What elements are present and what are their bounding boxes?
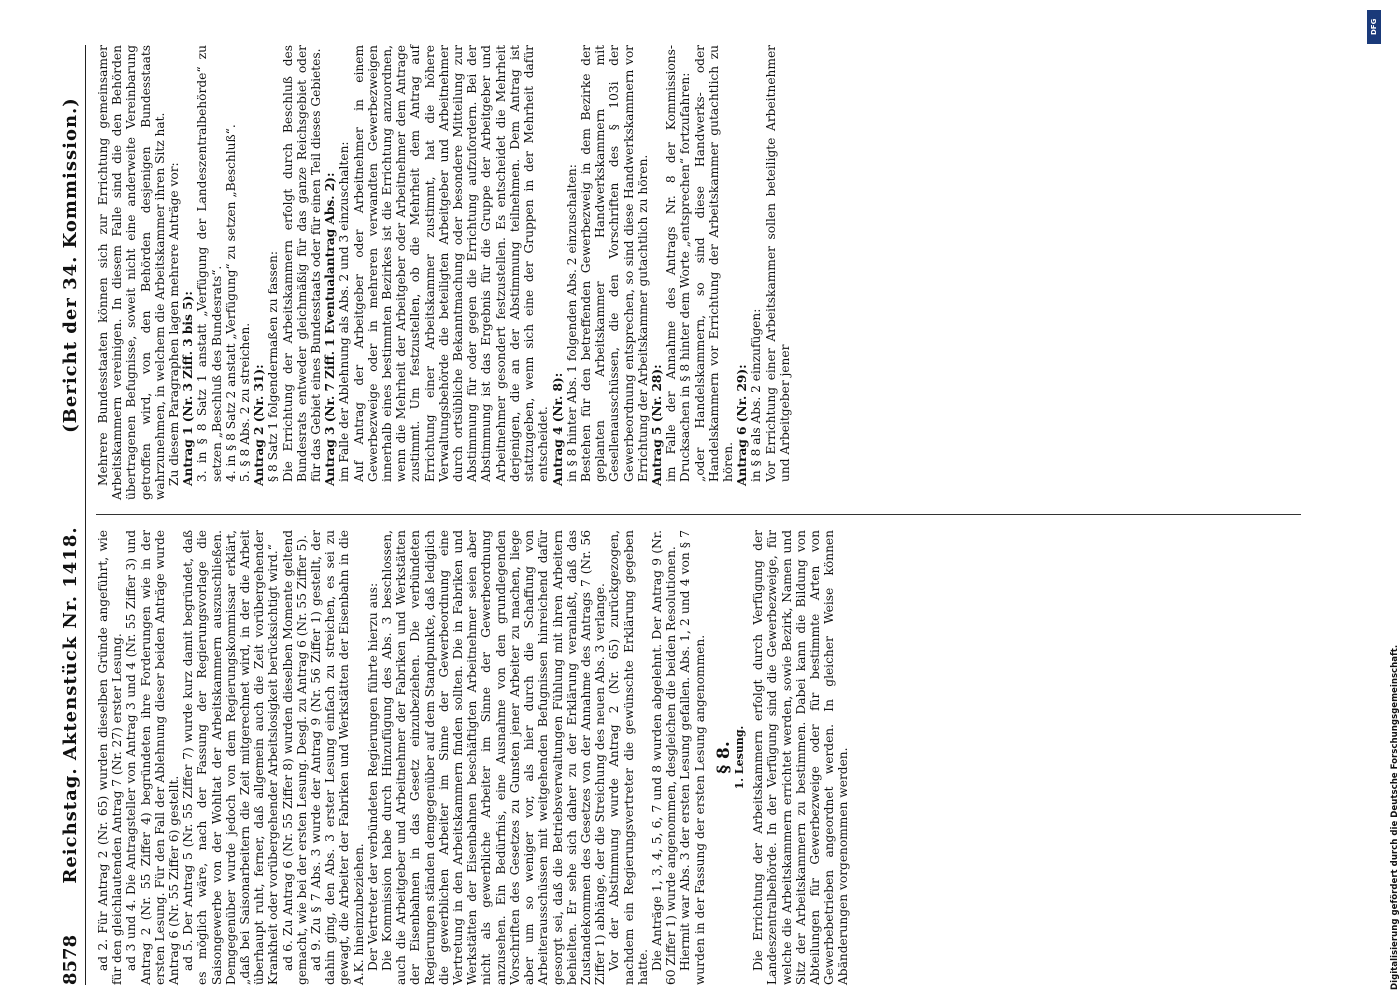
- motion-text: in § 8 als Abs. 2 einzufügen:: [749, 308, 764, 482]
- motion-item: 3. in § 8 Satz 1 anstatt „Verfügung der Landeszentralbehörde“ zu setzen „Beschluß des Bundesrats“.: [195, 45, 224, 482]
- page-number: 8578: [60, 934, 81, 985]
- motion-text: in § 8 hinter Abs. 1 folgenden Abs. 2 einzuschalten:: [564, 164, 579, 482]
- paragraph: Hiermit war Abs. 3 der ersten Lesung gefallen. Abs. 1, 2 und 4 von § 7 wurden in der Fassung der ersten Lesung angenommen.: [678, 530, 707, 985]
- motion-text: § 8 Satz 1 folgendermaßen zu fassen:: [266, 251, 281, 482]
- motion-quote: Auf Antrag der Arbeitgeber oder Arbeitnehmer in einem Gewerbezweige oder in mehreren verwandten Gewerbezweigen innerhalb eines bestimmten Bezirkes ist die Errichtung anzuordnen, wenn die Mehrheit der Arbeitgeber oder Arbeitnehmer dem Antrage zustimmt. Um festzustellen, ob die Mehrheit dem Antrag auf Errichtung einer Arbeitskammer zustimmt, hat die höhere Verwaltungsbehörde die beteiligten Arbeitgeber und Arbeitnehmer durch ortsübliche Bekanntmachung oder besondere Mitteilung zur Abstimmung für oder gegen die Errichtung aufzufordern. Bei der Abstimmung ist das Ergebnis für die Gruppe der Arbeitgeber und Arbeitnehmer gesondert festzustellen. Es entscheidet die Mehrheit derjenigen, die an der Abstimmung teilnehmen. Dem Antrag ist stattzugeben, wenn sich eine der Gruppen in der Mehrheit dafür entscheidet.: [351, 45, 551, 482]
- rotated-content: [52, 45, 1317, 985]
- motion-item: 4. in § 8 Satz 2 anstatt „Verfügung“ zu setzen „Beschluß“.: [223, 124, 238, 482]
- column-divider: [96, 514, 1301, 515]
- motion-heading: Antrag 4 (Nr. 8):: [550, 372, 565, 486]
- paragraph: Die Kommission habe durch Hinzufügung des Abs. 3 beschlossen, auch die Arbeitgeber und Arbeitnehmer der Fabriken und Werkstätten der Eisenbahnen in das Gesetz einzubeziehen. Die verbündeten Regierungen ständen demgegenüber auf dem Standpunkte, daß lediglich die gewerblichen Arbeiter im Sinne der Gewerbeordnung eine Vertretung in den Arbeitskammern finden sollten. Die in Fabriken und Werkstätten der Eisenbahnen beschäftigten Arbeitnehmer seien aber nicht als gewerbliche Arbeiter im Sinne der Gewerbeordnung anzusehen. Ein Bedürfnis, eine Ausnahme von den grundlegenden Vorschriften des Gesetzes zu Gunsten jener Arbeiter zu machen, liege aber um so weniger vor, als hier durch die Schaffung von Arbeiterausschüssen mit weitgehenden Befugnissen hinreichend dafür gesorgt sei, daß die Betriebsverwaltungen Fühlung mit ihren Arbeitern behielten. Er sehe sich daher zu der Erklärung veranlaßt, daß das Zustandekommen des Gesetzes von der Annahme des Antrags 7 (Nr. 56 Ziffer 1) abhänge, der die Streichung des neuen Abs. 3 verlange.: [380, 530, 608, 985]
- motion-heading: Antrag 5 (Nr. 28):: [649, 364, 664, 486]
- paragraph: ad 3 und 4. Die Antragsteller von Antrag 3 und 4 (Nr. 55 Ziffer 3) und Antrag 2 (Nr. 55 Ziffer 4) begründeten ihre Forderungen wie in der ersten Lesung. Für den Fall der Ablehnung dieser beiden Anträge wurde Antrag 6 (Nr. 55 Ziffer 6) gestellt.: [124, 530, 182, 985]
- paragraph: ad 6. Zu Antrag 6 (Nr. 55 Ziffer 8) wurden dieselben Momente geltend gemacht, wie bei der ersten Lesung. Desgl. zu Antrag 6 (Nr. 55 Ziffer 5).: [280, 530, 309, 985]
- paragraph: Der Vertreter der verbündeten Regierungen führte hierzu aus:: [365, 582, 380, 971]
- section-heading: § 8.: [713, 741, 734, 774]
- motion-quote: „oder Handelskammern, so sind diese Handwerks- oder Handelskammern vor Errichtung der Arbeitskammer gutachtlich zu hören.: [692, 45, 735, 482]
- paragraph: Zu diesem Paragraphen lagen mehrere Anträge vor:: [167, 162, 182, 486]
- paragraph: Die Errichtung der Arbeitskammern erfolgt durch Verfügung der Landeszentralbehörde. In der Verfügung sind die Gewerbezweige, für welche die Arbeitskammern errichtet werden, sowie Bezirk, Namen und Sitz der Arbeitskammern zu bestimmen. Dabei kann die Bildung von Abteilungen für Gewerbezweige oder für bestimmte Arten von Gewerbebetrieben angeordnet werden. In gleicher Weise können Abänderungen vorgenommen werden.: [751, 530, 851, 985]
- paragraph: ad 5. Der Antrag 5 (Nr. 55 Ziffer 7) wurde kurz damit begründet, daß es möglich wäre, nach der Fassung der Regierungsvorlage die Saisongewerbe von der Wohltat der Arbeitskammern auszuschließen. Demgegenüber wurde jedoch von dem Regierungskommissar erklärt, „daß bei Saisonarbeitern die Zeit mitgerechnet wird, in der die Arbeit überhaupt ruht, ferner, daß allgemein auch die Zeit vorübergehender Krankheit oder vorübergehender Arbeitslosigkeit berücksichtigt wird.“: [181, 530, 281, 985]
- right-column: [96, 45, 792, 500]
- motion-quote: Vor Errichtung einer Arbeitskammer sollen beteiligte Arbeitnehmer und Arbeitgeber jener: [763, 45, 792, 482]
- motion-item: 5. § 8 Abs. 2 zu streichen.: [238, 322, 253, 482]
- subsection-heading: 1. Lesung.: [732, 725, 746, 790]
- header-right-title: (Bericht der 34. Kommission.): [60, 97, 81, 433]
- motion-heading: Antrag 2 (Nr. 31):: [252, 364, 267, 486]
- left-column: [96, 530, 851, 985]
- motion-quote: Die Errichtung der Arbeitskammern erfolgt durch Beschluß des Bundesrats entweder gleichmäßig für das ganze Reichsgebiet oder für das Gebiet eines Bundesstaats oder für einen Teil dieses Gebietes.: [280, 45, 324, 482]
- digitization-credit: Digitalisierung gefördert durch die Deutsche Forschungsgemeinschaft.: [1390, 644, 1400, 990]
- paragraph: ad 2. Für Antrag 2 (Nr. 65) wurden dieselben Gründe angeführt, wie für den gleichlautenden Antrag 7 (Nr. 27) erster Lesung.: [96, 530, 125, 985]
- motion-text: im Falle der Annahme des Antrags Nr. 8 der Kommissions-Drucksachen in § 8 hinter dem Worte „entsprechen“ fortzufahren:: [664, 45, 693, 482]
- motion-heading: Antrag 3 (Nr. 7 Ziff. 1 Eventualantrag Abs. 2):: [323, 172, 338, 486]
- motion-heading: Antrag 6 (Nr. 29):: [735, 364, 750, 486]
- header-left-title: Reichstag. Aktenstück Nr. 1418.: [60, 526, 81, 884]
- motion-quote: Bestehen für den betreffenden Gewerbezweig in dem Bezirke der geplanten Arbeitskammer Handwerkskammern mit Gesellenausschüssen, die den Vorschriften des § 103i der Gewerbeordnung entsprechen, so sind diese Handwerkskammern vor Errichtung der Arbeitskammer gutachtlich zu hören.: [578, 45, 650, 482]
- paragraph: ad 9. Zu § 7 Abs. 3 wurde der Antrag 9 (Nr. 56 Ziffer 1) gestellt, der dahin ging, den Abs. 3 erster Lesung einfach zu streichen, es sei zu gewagt, die Arbeiter der Fabriken und Werkstätten der Eisenbahn in die A.K. hineinzubeziehen.: [309, 530, 366, 985]
- paragraph: Vor der Abstimmung wurde Antrag 2 (Nr. 65) zurückgezogen, nachdem ein Regierungsvertreter die gewünschte Erklärung gegeben hatte.: [607, 530, 650, 985]
- page-header: [52, 45, 86, 985]
- paragraph: Die Anträge 1, 3, 4, 5, 6, 7 und 8 wurden abgelehnt. Der Antrag 9 (Nr. 60 Ziffer 1) wurde angenommen, desgleichen die beiden Resolutionen.: [649, 530, 679, 985]
- motion-heading: Antrag 1 (Nr. 3 Ziff. 3 bis 5):: [181, 291, 196, 486]
- dfg-logo: DFG: [1367, 10, 1381, 44]
- motion-text: im Falle der Ablehnung als Abs. 2 und 3 einzuschalten:: [337, 141, 352, 482]
- paragraph: Mehrere Bundesstaaten können sich zur Errichtung gemeinsamer Arbeitskammern vereinigen. In diesem Falle sind die den Behörden übertragenen Befugnisse, soweit nicht eine anderweite Vereinbarung getroffen wird, von den Behörden desjenigen Bundesstaats wahrzunehmen, in welchem die Arbeitskammer ihren Sitz hat.: [96, 45, 167, 500]
